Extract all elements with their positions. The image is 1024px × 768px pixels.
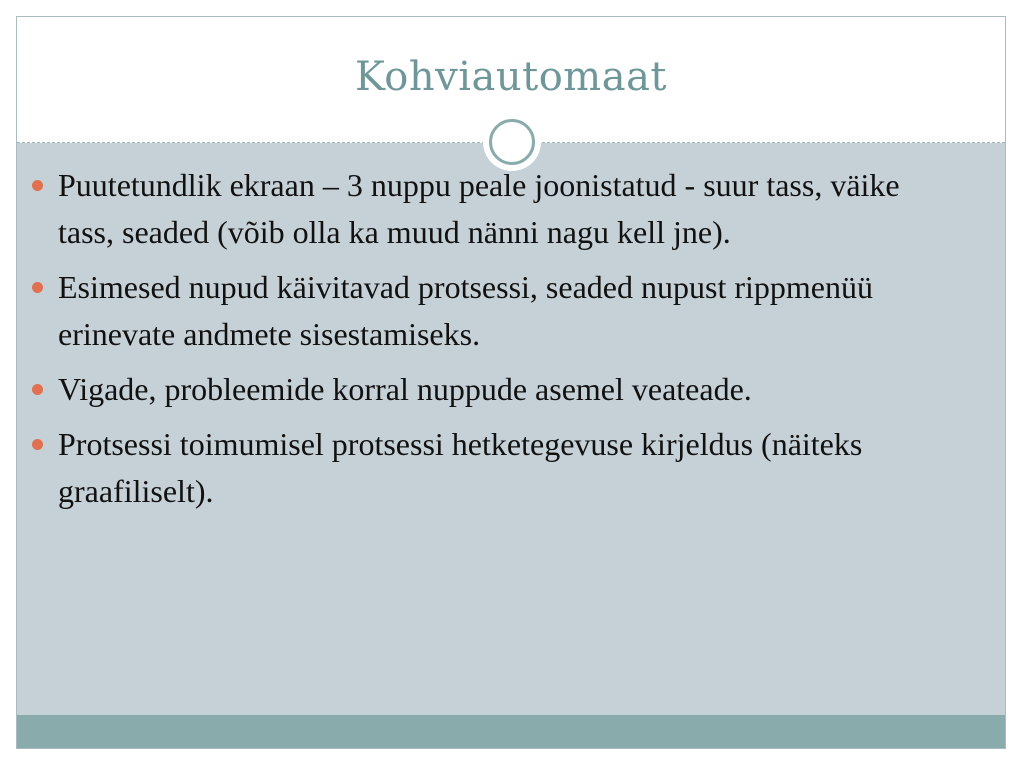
bullet-text: Puutetundlik ekraan – 3 nuppu peale joonistatud - suur tass, väike tass, seaded (võib olla ka muud nänni nagu kell jne). (58, 167, 900, 250)
slide-title: Kohviautomaat (354, 54, 667, 100)
bullet-item (32, 264, 962, 358)
bullet-item (32, 366, 962, 413)
footer-bar (17, 715, 1005, 749)
bullet-item (32, 421, 962, 515)
bullet-dot-icon (32, 439, 43, 450)
bullet-text: Protsessi toimumisel protsessi hetketegevuse kirjeldus (näiteks graafiliselt). (58, 426, 863, 509)
bullet-dot-icon (32, 282, 43, 293)
bullet-text: Vigade, probleemide korral nuppude asemel veateade. (58, 371, 752, 407)
bullet-list (32, 162, 962, 523)
bullet-dot-icon (32, 180, 43, 191)
bullet-text: Esimesed nupud käivitavad protsessi, seaded nupust rippmenüü erinevate andmete sisestamiseks. (58, 269, 873, 352)
circle-ring (489, 119, 535, 165)
bullet-dot-icon (32, 384, 43, 395)
bullet-item (32, 162, 962, 256)
